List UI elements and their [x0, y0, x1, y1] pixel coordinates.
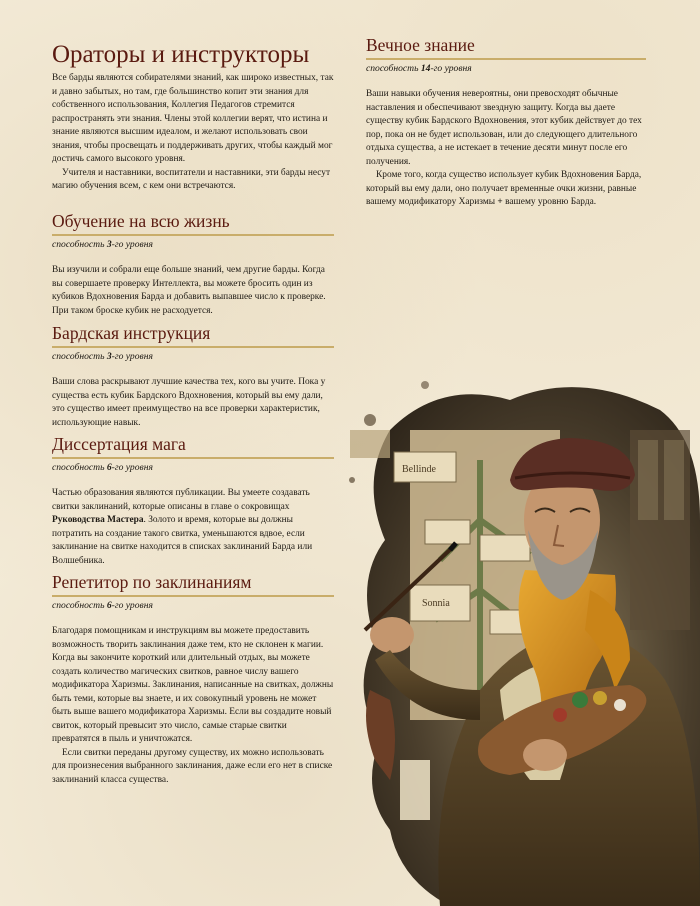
section-text-2: Кроме того, когда существо использует кубик Вдохновения Барда, который вы ему дали, оно получает временные очки жизни, равные вашему модификатору Харизмы + вашему уровню Барда.	[366, 170, 642, 207]
section-title: Обучение на всю жизнь	[52, 210, 334, 236]
section-mage-dissertation	[52, 433, 334, 568]
section-text-2: Если свитки переданы другому существу, их можно использовать для произнесения выбранного заклинания, даже если его нет в списке заклинаний класса существа.	[52, 747, 333, 785]
section-text-1: Ваши навыки обучения невероятны, они превосходят обычные наставления и обеспечивают звездную защиту. Когда вы даете существу кубик Бардского Вдохновения, этот кубик действует до тех пор, пока он не будет использован, или до следующего длительного отдыха существа, а не истекает в течение десяти минут после его получения.	[366, 89, 642, 167]
section-title: Диссертация мага	[52, 433, 334, 459]
scroll-label-1: Bellinde	[402, 464, 436, 475]
section-text: Частью образования являются публикации. Вы умеете создавать свитки заклинаний, которые описаны в главе о сокровищах Руководства Мастера. Золото и время, которые вы должны потратить на создание такого свитка, уменьшаются вдвое, если заклинание на свитке находится в списках заклинаний Барда или Волшебника.	[52, 488, 313, 566]
level-requirement: способность 6-го уровня	[52, 600, 153, 611]
section-text: Ваши слова раскрывают лучшие качества тех, кого вы учите. Пока у существа есть кубик Бардского Вдохновения, который вы ему дали, это существо имеет преимущество на все проверки характеристик, использующие навык.	[52, 377, 326, 428]
scroll-label-2: Sonnia	[422, 598, 450, 609]
section-lifelong-learning	[52, 210, 334, 318]
section-title: Репетитор по заклинаниям	[52, 571, 334, 597]
section-bardic-instruction	[52, 322, 334, 430]
section-text: Вы изучили и собрали еще больше знаний, чем другие барды. Когда вы совершаете проверку Интеллекта, вы можете бросить один из кубиков Вдохновения Барда и добавить выпавшее число к проверке. При таком броске кубик не расходуется.	[52, 265, 326, 316]
section-title: Вечное знание	[366, 34, 646, 60]
page-title: Ораторы и инструкторы	[52, 41, 310, 68]
level-requirement: способность 6-го уровня	[52, 462, 153, 473]
intro-paragraph-1: Все барды являются собирателями знаний, как широко известных, так и давно забытых, но там, где большинство копит эти знания для собственного использования, Коллегия Педагогов стремится распространять эти знания. Члены этой коллегии верят, что истина и знание являются высшим идеалом, и желают использовать свои знания, чтобы просвещать и поддерживать других, чтобы каждый мог достичь самого высокого уровня.	[52, 73, 334, 164]
intro-section	[52, 72, 334, 194]
section-eternal-knowledge	[366, 34, 646, 210]
section-text-1: Благодаря помощникам и инструкциям вы можете предоставить возможность творить заклинания даже тем, кто не склонен к магии. Когда вы закончите короткий или длительный отдых, вы можете создать количество магических свитков, равное числу вашего модификатора Харизмы. Заклинания, написанные на свитках, должны быть теми, которые вы знаете, и их совокупный уровень не может быть выше вашего модификатора Харизмы. Если вы создадите новый свиток, который превысит это число, самые старые свитки превратятся в пыль и уничтожатся.	[52, 626, 334, 744]
level-requirement: способность 3-го уровня	[52, 239, 153, 250]
level-requirement: способность 14-го уровня	[366, 63, 472, 74]
intro-paragraph-2: Учителя и наставники, воспитатели и наставники, эти барды несут магию обучения всем, с кем они встречаются.	[52, 167, 331, 191]
section-title: Бардская инструкция	[52, 322, 334, 348]
section-spell-tutor	[52, 571, 334, 787]
book-reference: Руководства Мастера	[52, 515, 144, 525]
bard-teacher-illustration	[330, 360, 700, 906]
level-requirement: способность 3-го уровня	[52, 351, 153, 362]
